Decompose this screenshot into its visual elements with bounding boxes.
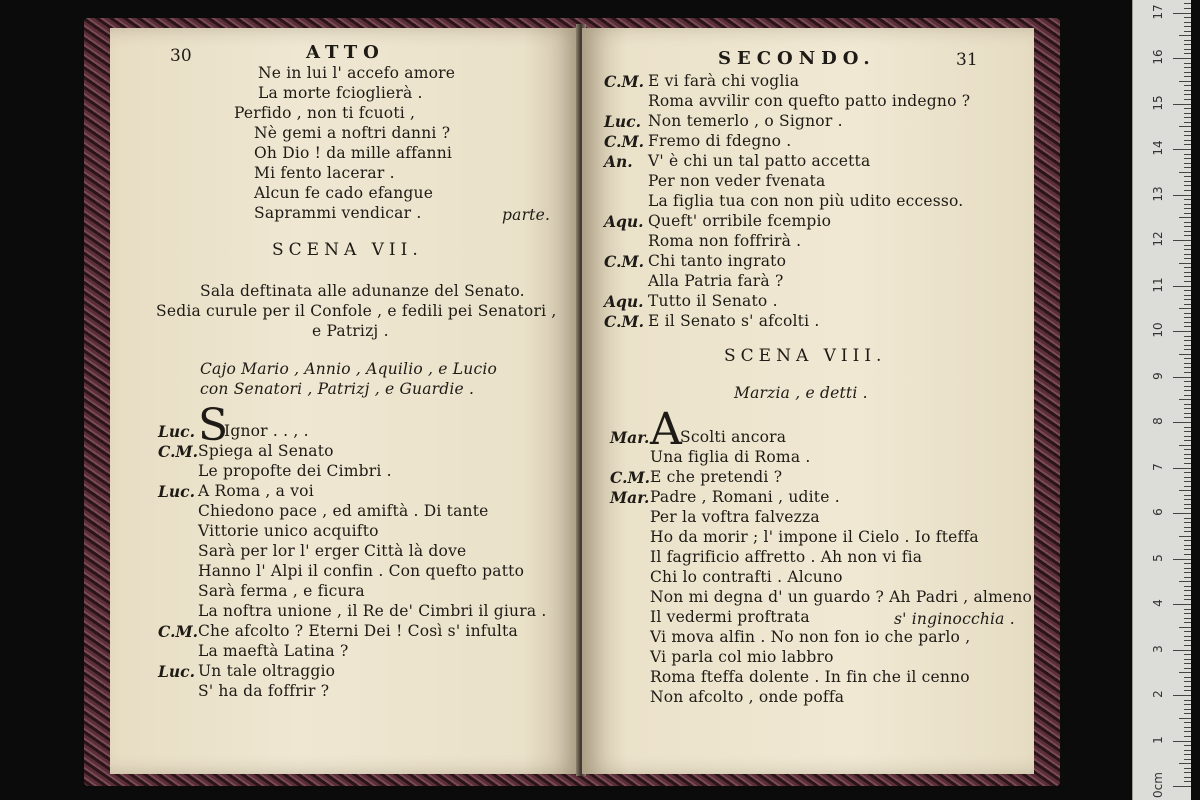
ruler-tick xyxy=(1179,217,1191,218)
character-list: Marzia , e detti . xyxy=(734,384,868,402)
ruler-tick xyxy=(1184,336,1191,337)
speaker: C.M. xyxy=(604,312,645,331)
ruler-tick xyxy=(1173,604,1191,605)
ruler-tick xyxy=(1184,654,1191,655)
ruler-tick xyxy=(1184,745,1191,746)
dialogue-line: Le propofte dei Cimbri . xyxy=(198,462,392,480)
ruler-tick xyxy=(1184,26,1191,27)
setting-line: Sedia curule per il Confole , e fedili pei Senatori , xyxy=(156,302,557,320)
ruler-tick xyxy=(1184,640,1191,641)
ruler-tick xyxy=(1184,363,1191,364)
ruler-tick xyxy=(1184,63,1191,64)
ruler-tick xyxy=(1173,13,1191,14)
ruler-tick xyxy=(1184,586,1191,587)
ruler-tick xyxy=(1184,167,1191,168)
ruler-tick xyxy=(1173,741,1191,742)
ruler-tick xyxy=(1179,718,1191,719)
ruler-tick xyxy=(1184,235,1191,236)
dialogue-line: Queft' orribile fcempio xyxy=(648,212,832,230)
ruler-tick xyxy=(1184,290,1191,291)
verse-line: Mi fento lacerar . xyxy=(254,164,395,182)
ruler-tick xyxy=(1179,627,1191,628)
scene-title-vii: SCENA VII. xyxy=(272,240,423,260)
setting-line: e Patrizj . xyxy=(312,322,389,340)
ruler-tick xyxy=(1184,3,1191,4)
ruler-tick xyxy=(1184,53,1191,54)
ruler-tick xyxy=(1179,536,1191,537)
speaker: Luc. xyxy=(158,422,196,441)
ruler-number: 3 xyxy=(1151,644,1165,653)
dialogue-line: Scolti ancora xyxy=(680,428,787,446)
speaker: Aqu. xyxy=(604,292,644,311)
right-page xyxy=(582,28,1034,774)
ruler-tick xyxy=(1184,367,1191,368)
ruler-tick xyxy=(1184,181,1191,182)
ruler-tick xyxy=(1184,49,1191,50)
dialogue-line: E vi farà chi voglia xyxy=(648,72,800,90)
ruler-tick xyxy=(1184,31,1191,32)
ruler-tick xyxy=(1184,677,1191,678)
ruler-tick xyxy=(1173,786,1191,787)
ruler-tick xyxy=(1184,431,1191,432)
speaker: Luc. xyxy=(604,112,642,131)
verse-line: Nè gemi a noftri danni ? xyxy=(254,124,451,142)
ruler-tick xyxy=(1173,468,1191,469)
ruler-tick xyxy=(1184,408,1191,409)
ruler-number: 2 xyxy=(1151,690,1165,698)
ruler-tick xyxy=(1184,122,1191,123)
dialogue-line: Un tale oltraggio xyxy=(198,662,336,680)
ruler-tick xyxy=(1184,340,1191,341)
character-list: Cajo Mario , Annio , Aquilio , e Lucio xyxy=(200,360,498,378)
ruler-tick xyxy=(1184,659,1191,660)
ruler-tick xyxy=(1184,636,1191,637)
character-list: con Senatori , Patrizj , e Guardie . xyxy=(200,380,475,398)
ruler-tick xyxy=(1184,768,1191,769)
ruler-tick xyxy=(1184,568,1191,569)
ruler-tick xyxy=(1184,204,1191,205)
dialogue-line: E il Senato s' afcolti . xyxy=(648,312,820,330)
dialogue-line: Spiega al Senato xyxy=(198,442,334,460)
ruler-tick xyxy=(1184,622,1191,623)
dialogue-line: Per non veder fvenata xyxy=(648,172,826,190)
dialogue-line: V' è chi un tal patto accetta xyxy=(648,152,871,170)
ruler-tick xyxy=(1173,377,1191,378)
dialogue-line: Il vedermi proftrata xyxy=(650,608,810,626)
ruler-tick xyxy=(1184,140,1191,141)
ruler-tick xyxy=(1184,549,1191,550)
ruler-tick xyxy=(1184,76,1191,77)
ruler-number: 4 xyxy=(1151,599,1165,607)
ruler-tick xyxy=(1184,185,1191,186)
ruler-tick xyxy=(1184,404,1191,405)
ruler-tick xyxy=(1184,199,1191,200)
ruler-tick xyxy=(1184,727,1191,728)
ruler-tick xyxy=(1184,731,1191,732)
running-head-right: SECONDO. xyxy=(718,48,876,69)
ruler-tick xyxy=(1184,609,1191,610)
ruler-tick xyxy=(1179,581,1191,582)
ruler-tick xyxy=(1179,308,1191,309)
ruler-tick xyxy=(1184,281,1191,282)
ruler-tick xyxy=(1184,736,1191,737)
ruler-tick xyxy=(1184,295,1191,296)
ruler-tick xyxy=(1184,700,1191,701)
ruler-tick xyxy=(1184,477,1191,478)
ruler-tick xyxy=(1179,445,1191,446)
dialogue-line: Non mi degna d' un guardo ? Ah Padri , almeno xyxy=(650,588,1033,606)
ruler-tick xyxy=(1184,135,1191,136)
ruler-tick xyxy=(1184,322,1191,323)
ruler-tick xyxy=(1173,286,1191,287)
dialogue-line: La maeftà Latina ? xyxy=(198,642,349,660)
ruler-tick xyxy=(1184,613,1191,614)
ruler-tick xyxy=(1184,267,1191,268)
ruler-tick xyxy=(1184,709,1191,710)
ruler-tick xyxy=(1184,449,1191,450)
ruler-tick xyxy=(1184,713,1191,714)
ruler-tick xyxy=(1184,759,1191,760)
dialogue-line: Vi mova alfin . No non fon io che parlo , xyxy=(650,628,971,646)
ruler-number: 11 xyxy=(1151,276,1165,293)
ruler-tick xyxy=(1184,413,1191,414)
dialogue-line: Fremo di fdegno . xyxy=(648,132,792,150)
ruler-number: 0cm xyxy=(1151,772,1165,798)
ruler-tick xyxy=(1184,545,1191,546)
dialogue-line: Roma avvilir con quefto patto indegno ? xyxy=(648,92,971,110)
ruler-tick xyxy=(1184,349,1191,350)
ruler-number: 13 xyxy=(1151,185,1165,202)
speaker: Aqu. xyxy=(604,212,644,231)
ruler-tick xyxy=(1184,249,1191,250)
ruler-tick xyxy=(1184,518,1191,519)
ruler-number: 8 xyxy=(1151,417,1165,425)
ruler-tick xyxy=(1173,104,1191,105)
ruler-tick xyxy=(1184,618,1191,619)
ruler-tick xyxy=(1184,222,1191,223)
ruler-tick xyxy=(1173,195,1191,196)
dialogue-line: Sarà per lor l' erger Città là dove xyxy=(198,542,467,560)
dialogue-line: Il fagrificio affretto . Ah non vi fia xyxy=(650,548,923,566)
ruler-tick xyxy=(1184,668,1191,669)
ruler-tick xyxy=(1184,299,1191,300)
dialogue-line: Non afcolto , onde poffa xyxy=(650,688,845,706)
stage-direction: parte. xyxy=(502,206,551,224)
ruler-tick xyxy=(1184,631,1191,632)
ruler-tick xyxy=(1184,144,1191,145)
ruler-number: 17 xyxy=(1151,3,1165,20)
ruler-tick xyxy=(1184,276,1191,277)
page-number-right: 31 xyxy=(956,50,978,70)
verse-line: Alcun fe cado efangue xyxy=(254,184,434,202)
ruler-tick xyxy=(1184,372,1191,373)
ruler-tick xyxy=(1184,427,1191,428)
speaker: C.M. xyxy=(604,72,645,91)
ruler-tick xyxy=(1179,172,1191,173)
ruler-tick xyxy=(1184,231,1191,232)
ruler-tick xyxy=(1184,245,1191,246)
speaker: C.M. xyxy=(158,622,199,641)
ruler-tick xyxy=(1184,317,1191,318)
dialogue-line: Non temerlo , o Signor . xyxy=(648,112,843,130)
ruler-number: 5 xyxy=(1151,553,1165,562)
ruler-number: 10 xyxy=(1151,322,1165,338)
ruler-tick xyxy=(1184,381,1191,382)
ruler-tick xyxy=(1179,490,1191,491)
ruler-tick xyxy=(1184,345,1191,346)
ruler-tick xyxy=(1173,650,1191,651)
ruler-number: 6 xyxy=(1151,508,1165,516)
running-head-left: ATTO xyxy=(306,42,385,63)
ruler-tick xyxy=(1184,108,1191,109)
ruler-tick xyxy=(1184,472,1191,473)
setting-line: Sala deftinata alle adunanze del Senato. xyxy=(200,282,525,300)
ruler-tick xyxy=(1184,440,1191,441)
ruler-tick xyxy=(1184,781,1191,782)
ruler-tick xyxy=(1184,158,1191,159)
ruler-tick xyxy=(1184,722,1191,723)
stage-direction: s' inginocchia . xyxy=(894,610,1015,628)
ruler-tick xyxy=(1184,527,1191,528)
ruler-tick xyxy=(1184,208,1191,209)
ruler-tick xyxy=(1184,313,1191,314)
speaker: C.M. xyxy=(604,252,645,271)
ruler-tick xyxy=(1184,704,1191,705)
ruler-tick xyxy=(1184,272,1191,273)
ruler-tick xyxy=(1184,540,1191,541)
ruler-tick xyxy=(1184,504,1191,505)
verse-line: Perfido , non ti fcuoti , xyxy=(234,104,416,122)
ruler-tick xyxy=(1184,454,1191,455)
ruler-number: 14 xyxy=(1151,140,1165,156)
ruler-tick xyxy=(1173,695,1191,696)
ruler-tick xyxy=(1184,395,1191,396)
ruler-tick xyxy=(1184,67,1191,68)
ruler-tick xyxy=(1179,35,1191,36)
ruler-tick xyxy=(1184,190,1191,191)
ruler-tick xyxy=(1184,99,1191,100)
ruler-tick xyxy=(1184,772,1191,773)
drop-cap: S xyxy=(198,400,229,451)
ruler-tick xyxy=(1184,531,1191,532)
dialogue-line: S' ha da foffrir ? xyxy=(198,682,330,700)
ruler-tick xyxy=(1173,331,1191,332)
ruler-tick xyxy=(1184,663,1191,664)
ruler-tick xyxy=(1184,94,1191,95)
drop-cap: A xyxy=(650,404,682,455)
ruler-number: 1 xyxy=(1151,735,1165,744)
ruler-tick xyxy=(1184,750,1191,751)
verse-line: Oh Dio ! da mille affanni xyxy=(254,144,453,162)
dialogue-line: Ho da morir ; l' impone il Cielo . Io fteffa xyxy=(650,528,979,546)
ruler-tick xyxy=(1184,326,1191,327)
ruler-tick xyxy=(1184,499,1191,500)
dialogue-line: Ignor . . , . xyxy=(224,422,309,440)
ruler-tick xyxy=(1179,81,1191,82)
ruler-tick xyxy=(1173,559,1191,560)
dialogue-line: Che afcolto ? Eterni Dei ! Così s' infulta xyxy=(198,622,518,640)
ruler-tick xyxy=(1184,154,1191,155)
speaker: Mar. xyxy=(610,488,650,507)
ruler-tick xyxy=(1184,176,1191,177)
verse-line: Saprammi vendicar . xyxy=(254,204,422,222)
ruler-tick xyxy=(1184,686,1191,687)
ruler-tick xyxy=(1184,777,1191,778)
ruler-tick xyxy=(1179,354,1191,355)
measuring-ruler xyxy=(1132,0,1191,800)
speaker: Luc. xyxy=(158,482,196,501)
dialogue-line: Una figlia di Roma . xyxy=(650,448,811,466)
ruler-tick xyxy=(1184,17,1191,18)
ruler-tick xyxy=(1184,563,1191,564)
ruler-tick xyxy=(1184,595,1191,596)
ruler-tick xyxy=(1173,422,1191,423)
ruler-tick xyxy=(1184,22,1191,23)
ruler-tick xyxy=(1179,672,1191,673)
ruler-tick xyxy=(1179,763,1191,764)
ruler-tick xyxy=(1184,458,1191,459)
verse-line: La morte fcioglierà . xyxy=(258,84,423,102)
dialogue-line: Alla Patria farà ? xyxy=(648,272,784,290)
dialogue-line: La figlia tua con non più udito eccesso. xyxy=(648,192,964,210)
ruler-tick xyxy=(1179,263,1191,264)
speaker: An. xyxy=(604,152,633,171)
ruler-tick xyxy=(1184,495,1191,496)
dialogue-line: Vittorie unico acquifto xyxy=(198,522,379,540)
ruler-tick xyxy=(1184,486,1191,487)
ruler-tick xyxy=(1184,481,1191,482)
ruler-tick xyxy=(1184,572,1191,573)
speaker: Mar. xyxy=(610,428,650,447)
ruler-tick xyxy=(1184,131,1191,132)
ruler-tick xyxy=(1184,390,1191,391)
ruler-tick xyxy=(1184,358,1191,359)
ruler-tick xyxy=(1173,513,1191,514)
ruler-tick xyxy=(1184,40,1191,41)
ruler-number: 12 xyxy=(1151,231,1165,247)
ruler-tick xyxy=(1184,436,1191,437)
ruler-tick xyxy=(1184,226,1191,227)
ruler-tick xyxy=(1184,72,1191,73)
ruler-number: 7 xyxy=(1151,462,1165,471)
dialogue-line: Vi parla col mio labbro xyxy=(650,648,834,666)
ruler-tick xyxy=(1173,58,1191,59)
dialogue-line: Roma non foffrirà . xyxy=(648,232,802,250)
ruler-tick xyxy=(1179,399,1191,400)
dialogue-line: Hanno l' Alpi il confin . Con quefto patto xyxy=(198,562,525,580)
ruler-tick xyxy=(1184,599,1191,600)
left-page xyxy=(110,28,580,774)
ruler-tick xyxy=(1184,590,1191,591)
ruler-tick xyxy=(1184,258,1191,259)
ruler-tick xyxy=(1184,304,1191,305)
dialogue-line: Padre , Romani , udite . xyxy=(650,488,840,506)
ruler-tick xyxy=(1184,213,1191,214)
dialogue-line: Chi tanto ingrato xyxy=(648,252,787,270)
ruler-tick xyxy=(1184,90,1191,91)
ruler-tick xyxy=(1184,386,1191,387)
speaker: C.M. xyxy=(158,442,199,461)
ruler-tick xyxy=(1184,163,1191,164)
ruler-tick xyxy=(1184,754,1191,755)
ruler-tick xyxy=(1184,681,1191,682)
scene-title-viii: SCENA VIII. xyxy=(724,346,887,366)
speaker: C.M. xyxy=(604,132,645,151)
dialogue-line: A Roma , a voi xyxy=(198,482,314,500)
dialogue-line: E che pretendi ? xyxy=(650,468,783,486)
dialogue-line: Chiedono pace , ed amiftà . Di tante xyxy=(198,502,489,520)
ruler-tick xyxy=(1184,8,1191,9)
ruler-tick xyxy=(1184,554,1191,555)
ruler-tick xyxy=(1173,240,1191,241)
page-number-left: 30 xyxy=(170,46,192,66)
ruler-tick xyxy=(1184,577,1191,578)
ruler-tick xyxy=(1184,508,1191,509)
ruler-tick xyxy=(1184,522,1191,523)
ruler-tick xyxy=(1184,85,1191,86)
ruler-tick xyxy=(1184,113,1191,114)
ruler-tick xyxy=(1184,117,1191,118)
speaker: Luc. xyxy=(158,662,196,681)
speaker: C.M. xyxy=(610,468,651,487)
ruler-tick xyxy=(1184,645,1191,646)
dialogue-line: Per la voftra falvezza xyxy=(650,508,820,526)
ruler-tick xyxy=(1184,254,1191,255)
dialogue-line: Roma fteffa dolente . In fin che il cenno xyxy=(650,668,970,686)
ruler-tick xyxy=(1179,126,1191,127)
dialogue-line: Chi lo contrafti . Alcuno xyxy=(650,568,843,586)
verse-line: Ne in lui l' accefo amore xyxy=(258,64,456,82)
ruler-tick xyxy=(1184,690,1191,691)
ruler-tick xyxy=(1184,44,1191,45)
ruler-number: 9 xyxy=(1151,371,1165,380)
ruler-tick xyxy=(1184,417,1191,418)
ruler-number: 16 xyxy=(1151,49,1165,65)
dialogue-line: Tutto il Senato . xyxy=(648,292,778,310)
ruler-tick xyxy=(1173,149,1191,150)
ruler-number: 15 xyxy=(1151,94,1165,111)
dialogue-line: Sarà ferma , e ficura xyxy=(198,582,365,600)
dialogue-line: La noftra unione , il Re de' Cimbri il giura . xyxy=(198,602,547,620)
ruler-tick xyxy=(1184,463,1191,464)
